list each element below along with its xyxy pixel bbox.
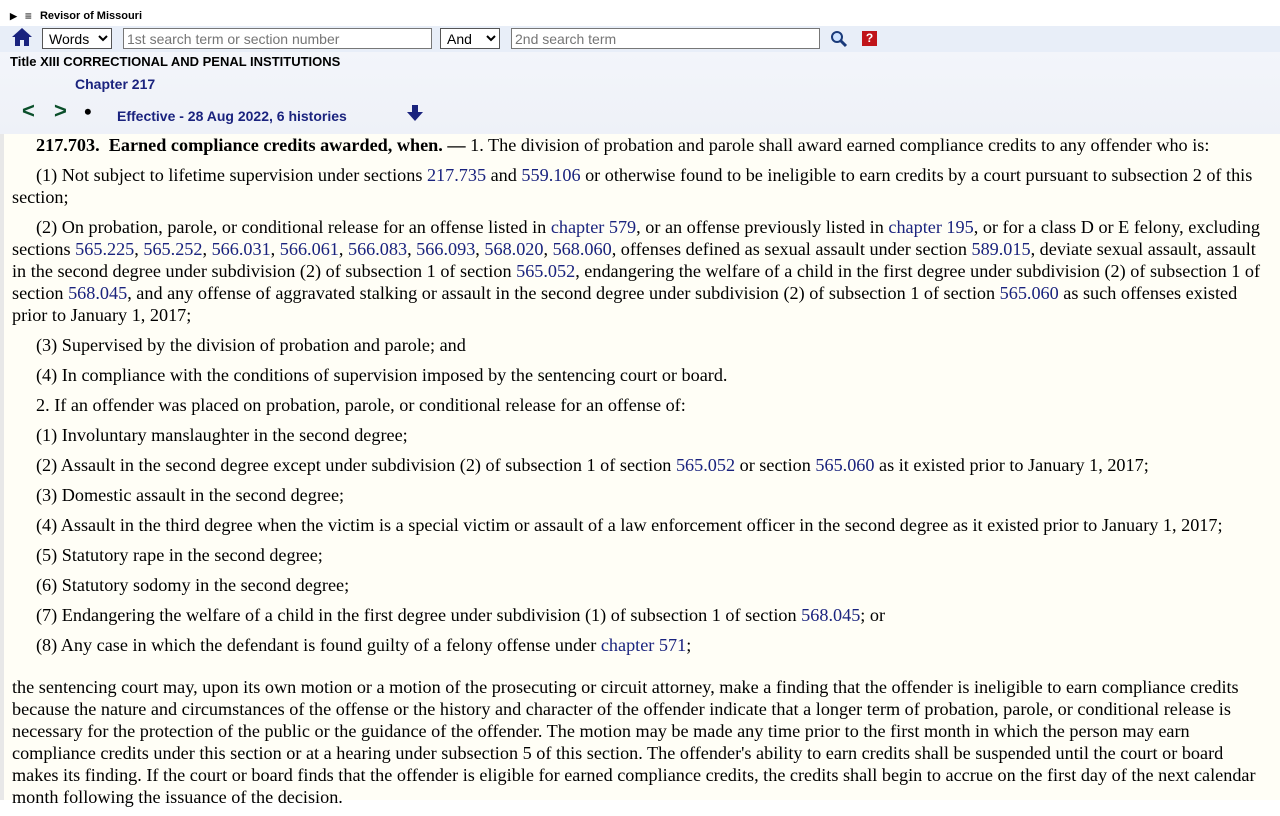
effective-date-link[interactable]: Effective - 28 Aug 2022, 6 histories: [117, 108, 347, 124]
top-bar: [0, 0, 1280, 26]
subdivision-2-6: (6) Statutory sodomy in the second degree;: [36, 575, 350, 595]
link-568-045[interactable]: 568.045: [68, 283, 128, 303]
link-568-060[interactable]: 568.060: [552, 239, 612, 259]
help-icon[interactable]: ?: [862, 31, 877, 46]
next-section-button[interactable]: >: [54, 98, 67, 123]
link-chapter-195[interactable]: chapter 195: [888, 217, 974, 237]
link-589-015[interactable]: 589.015: [971, 239, 1031, 259]
link-568-020[interactable]: 568.020: [484, 239, 544, 259]
link-565-225[interactable]: 565.225: [75, 239, 135, 259]
previous-section-button[interactable]: <: [22, 98, 35, 123]
search-logic-select[interactable]: [440, 28, 500, 49]
link-566-031[interactable]: 566.031: [211, 239, 271, 259]
subdivision-2-1: (1) Involuntary manslaughter in the second degree;: [36, 425, 408, 445]
link-559-106[interactable]: 559.106: [521, 165, 581, 185]
chapter-link[interactable]: Chapter 217: [75, 76, 156, 92]
closing-paragraph: the sentencing court may, upon its own motion or a motion of the prosecuting or circuit attorney, make a finding that the offender is ineligible to earn compliance credits because the nature and circumstances of the offense or the history and character of the offender indicate that a longer term of probation, parole, or conditional release is necessary for the protection of the public or the guidance of the offender. The motion may be made any time prior to the first month in which the person may earn compliance credits under this section or at a hearing under subsection 5 of this section. The offender's ability to earn credits shall be suspended until the court or board makes its finding. If the court or board finds that the offender is eligible for earned compliance credits, the credits shall begin to accrue on the first day of the next calendar month following the issuance of the decision.: [12, 677, 1256, 807]
subdivision-1-4: (4) In compliance with the conditions of supervision imposed by the sentencing court or board.: [36, 365, 728, 385]
link-566-093[interactable]: 566.093: [416, 239, 476, 259]
link-566-083[interactable]: 566.083: [347, 239, 408, 259]
section-intro: [12, 134, 1270, 156]
link-chapter-571[interactable]: chapter 571: [600, 635, 687, 655]
subdivision-1-3: (3) Supervised by the division of probation and parole; and: [36, 335, 466, 355]
first-search-input[interactable]: [123, 28, 432, 49]
link-568-045[interactable]: 568.045: [801, 605, 861, 625]
subdivision-2-4: (4) Assault in the third degree when the victim is a special victim or assault of a law enforcement officer in the second degree as it existed prior to January 1, 2017;: [36, 515, 1223, 535]
subdivision-2-5: (5) Statutory rape in the second degree;: [36, 545, 323, 565]
arrow-down-icon[interactable]: [406, 104, 424, 122]
link-566-061[interactable]: 566.061: [279, 239, 339, 259]
subsection-2: 2. If an offender was placed on probation, parole, or conditional release for an offense of:: [36, 395, 686, 415]
link-chapter-579[interactable]: chapter 579: [550, 217, 637, 237]
expand-triangle-icon[interactable]: ▶: [10, 10, 17, 21]
link-565-052[interactable]: 565.052: [516, 261, 576, 281]
subdivision-2-8: (8) Any case in which the defendant is found guilty of a felony offense under chapter 571;: [36, 635, 692, 655]
search-icon[interactable]: [830, 30, 848, 48]
subdivision-2-3: (3) Domestic assault in the second degree;: [36, 485, 345, 505]
link-217-735[interactable]: 217.735: [426, 165, 487, 185]
subdivision-2-7: (7) Endangering the welfare of a child in the first degree under subdivision (1) of subsection 1 of section 568.045; or: [36, 605, 886, 625]
link-565-252[interactable]: 565.252: [143, 239, 203, 259]
intro-text: 1. The division of probation and parole shall award earned compliance credits to any offender who is:: [470, 135, 1210, 155]
site-title[interactable]: Revisor of Missouri: [39, 10, 143, 22]
search-type-select[interactable]: [42, 28, 112, 49]
section-heading: Earned compliance credits awarded, when.: [108, 135, 443, 155]
link-565-052[interactable]: 565.052: [675, 455, 736, 475]
link-565-060[interactable]: 565.060: [815, 455, 875, 475]
second-search-input[interactable]: [511, 28, 820, 49]
heading-dash: —: [447, 135, 466, 155]
section-number: 217.703.: [36, 135, 100, 155]
home-icon[interactable]: [10, 26, 34, 48]
subdivision-2-2: (2) Assault in the second degree except under subdivision (2) of subsection 1 of section 565.052 or section 565.060 as it existed prior to January 1, 2017;: [36, 455, 1149, 475]
section-text: [12, 134, 1270, 816]
link-565-060[interactable]: 565.060: [999, 283, 1059, 303]
subdivision-1-2: (2) On probation, parole, or conditional release for an offense listed in chapter 579, or an offense previously listed in chapter 195, or for a class D or E felony, excluding sections 565.225, 565.252, 566.031, 566.061, 566.083, 566.093, 568.020, 568.060, offenses defined as sexual assault under section 589.015, deviate sexual assault, assault in the second degree under subdivision (2) of subsection 1 of section 565.052, endangering the welfare of a child in the first degree under subdivision (2) of subsection 1 of section 568.045, and any offense of aggravated stalking or assault in the second degree under subdivision (2) of subsection 1 of section 565.060 as such offenses existed prior to January 1, 2017;: [12, 217, 1261, 325]
menu-icon[interactable]: ≡: [24, 9, 32, 23]
site-header-row: [10, 9, 142, 23]
subdivision-1-1: (1) Not subject to lifetime supervision under sections 217.735 and 559.106 or otherwise found to be ineligible to earn credits by a court pursuant to subsection 2 of this section;: [12, 165, 1253, 207]
title-heading[interactable]: Title XIII CORRECTIONAL AND PENAL INSTITUTIONS: [10, 54, 341, 69]
nav-dot: •: [84, 99, 92, 124]
